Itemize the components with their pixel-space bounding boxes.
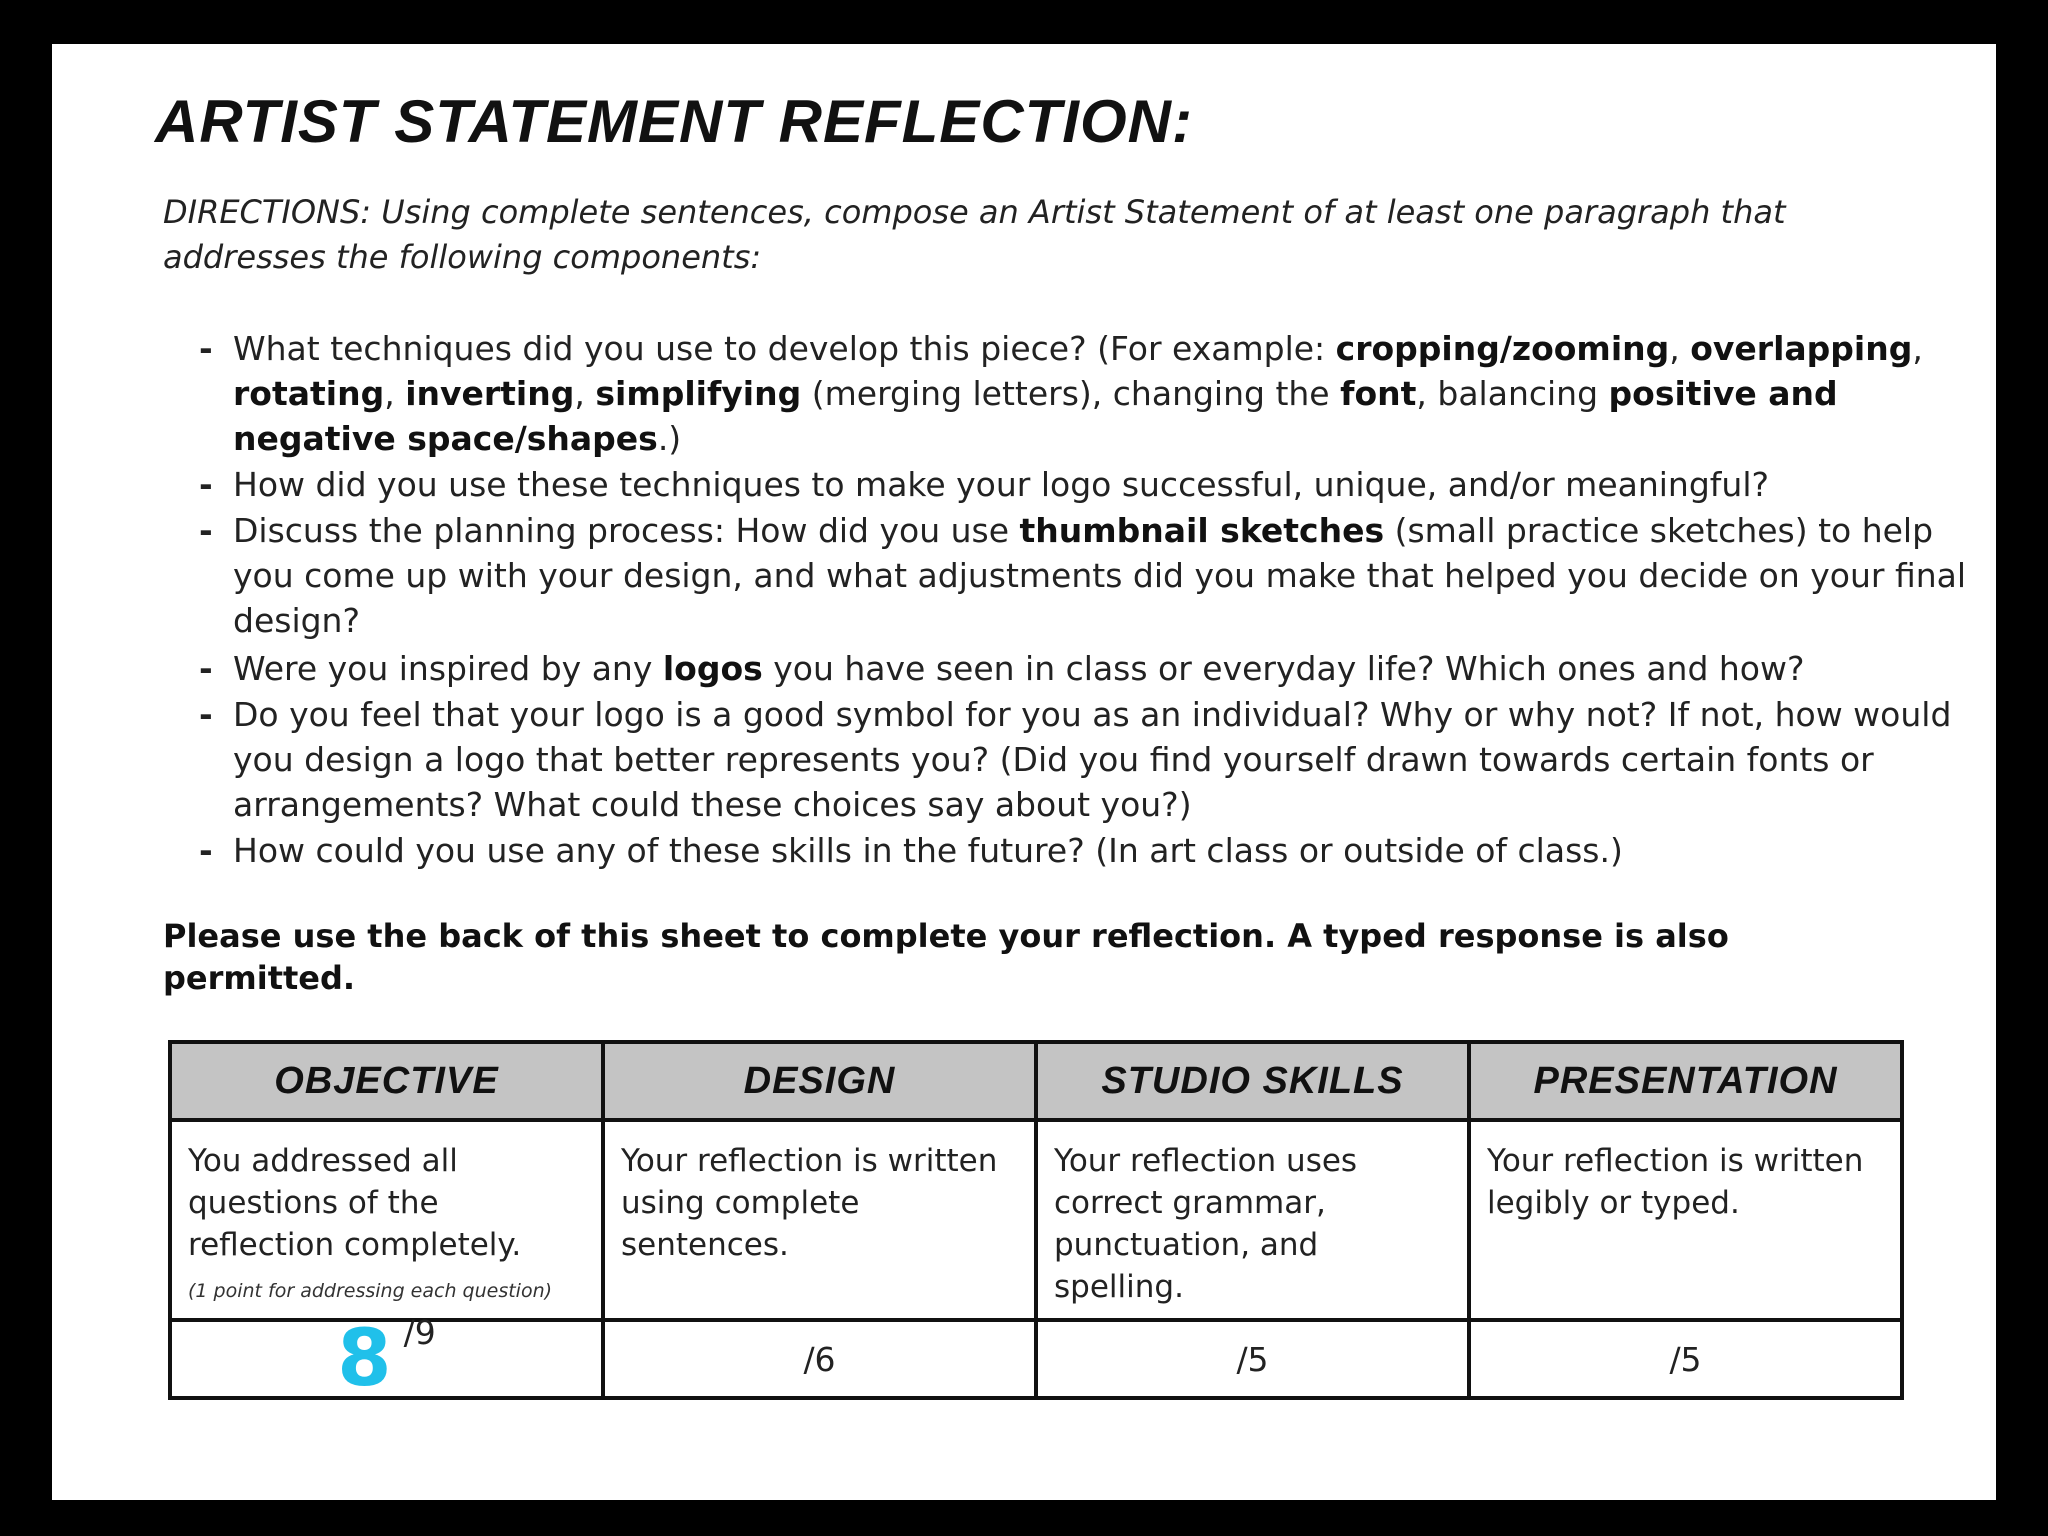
rubric-header-design: DESIGN (603, 1042, 1036, 1120)
rubric-header-row (170, 1042, 1902, 1120)
score-cell-studio-skills (1036, 1320, 1469, 1398)
list-item: - Do you feel that your logo is a good symbol for you as an individual? Why or why not? If not, how would you design a logo that better represents you? (Did you find yourself drawn towards certain fonts or arrangements? What could these choices say about you?) (197, 692, 1987, 827)
rubric-header-presentation: PRESENTATION (1469, 1042, 1902, 1120)
score-max: /5 (1669, 1339, 1702, 1379)
rubric-cell-design (603, 1120, 1036, 1320)
score-max: /6 (803, 1339, 836, 1379)
rubric-cell-studio-skills (1036, 1120, 1469, 1320)
list-item: - Discuss the planning process: How did you use thumbnail sketches (small practice sketches) to help you come up with your design, and what adjustments did you make that helped you decide on your final design? (197, 508, 1987, 643)
directions-text: DIRECTIONS: Using complete sentences, compose an Artist Statement of at least one paragraph that addresses the following components: (163, 193, 1786, 276)
submission-note: Please use the back of this sheet to complete your reflection. A typed response is also permitted. (163, 917, 1729, 997)
score-cell-design (603, 1320, 1036, 1398)
score-max: /9 (403, 1313, 436, 1352)
page-title: ARTIST STATEMENT REFLECTION: (155, 88, 1193, 155)
rubric-header-studio-skills: STUDIO SKILLS (1036, 1042, 1469, 1120)
rubric-header-objective: OBJECTIVE (170, 1042, 603, 1120)
list-item: - Were you inspired by any logos you have seen in class or everyday life? Which ones and how? (197, 646, 1987, 691)
rubric-description: Your reflection uses correct grammar, punctuation, and spelling. (1054, 1143, 1358, 1305)
rubric-description: Your reflection is written legibly or typed. (1487, 1143, 1864, 1221)
score-max: /5 (1236, 1339, 1269, 1379)
rubric-cell-objective (170, 1120, 603, 1320)
rubric-score-row (170, 1320, 1902, 1398)
awarded-score: 8 (337, 1314, 392, 1404)
rubric-table (168, 1040, 1904, 1404)
rubric-cell-presentation (1469, 1120, 1902, 1320)
rubric-description: You addressed all questions of the reflection completely. (188, 1143, 522, 1263)
list-item: - How did you use these techniques to make your logo successful, unique, and/or meaningful? (197, 462, 1987, 507)
score-cell-objective (170, 1313, 603, 1404)
worksheet-page (52, 44, 1996, 1500)
rubric-hint: (1 point for addressing each question) (188, 1280, 553, 1302)
rubric-description-row (170, 1120, 1902, 1320)
rubric-description: Your reflection is written using complete sentences. (621, 1143, 998, 1263)
question-list (197, 326, 1987, 874)
score-cell-presentation (1469, 1320, 1902, 1398)
list-item: - What techniques did you use to develop this piece? (For example: cropping/zooming, overlapping, rotating, inverting, simplifying (merging letters), changing the font, balancing positive and negative space/shapes.) (197, 326, 1987, 461)
list-item: - How could you use any of these skills in the future? (In art class or outside of class.) (197, 828, 1987, 873)
